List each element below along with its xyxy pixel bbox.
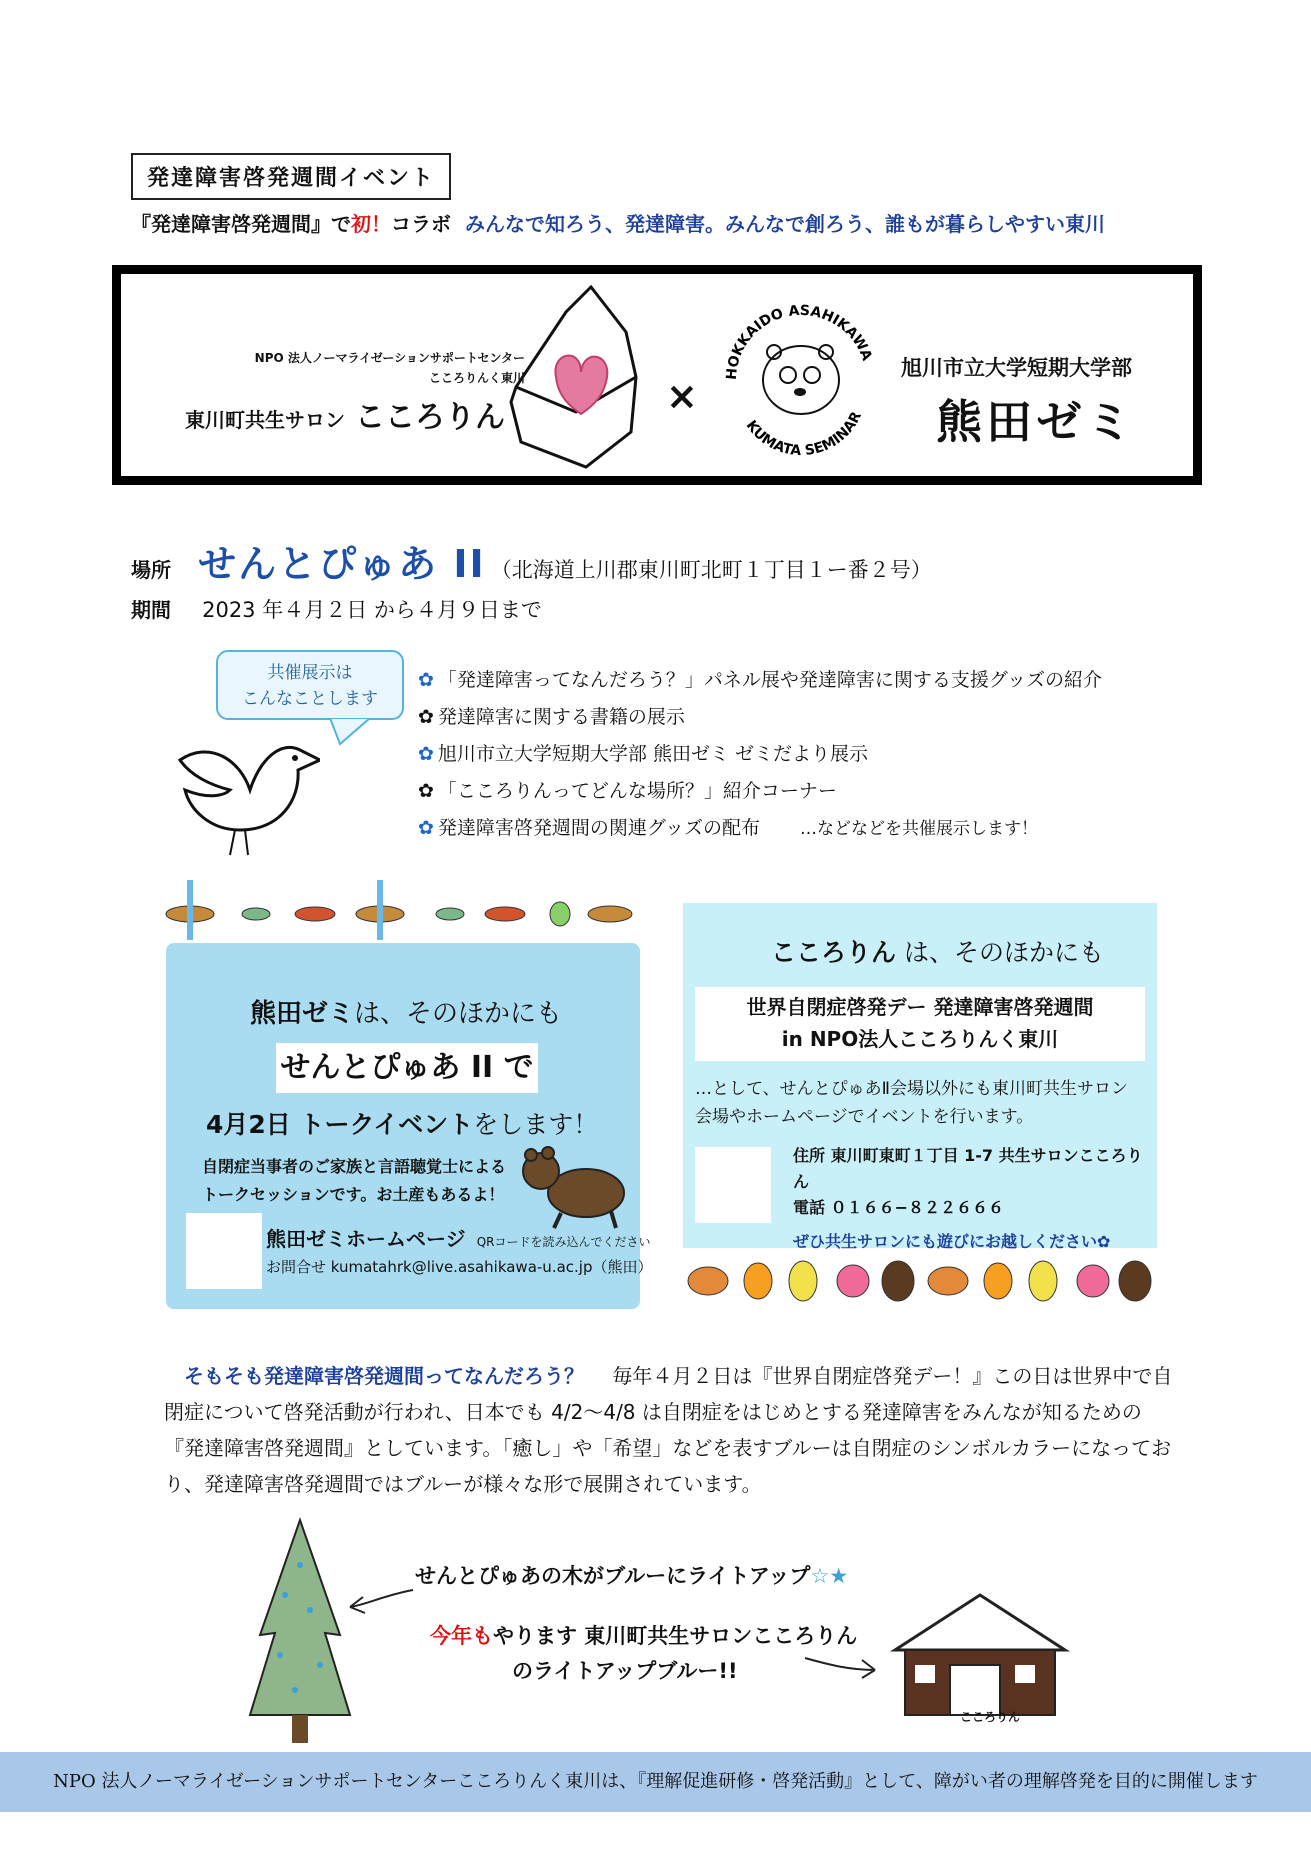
right-event-box: [695, 987, 1145, 1061]
right-contact: [793, 1143, 1157, 1255]
seminar-name: 熊田ゼミ: [936, 395, 1136, 449]
kumata-qr-code[interactable]: [186, 1213, 262, 1289]
list-item: [418, 699, 1102, 736]
list-item: [418, 662, 1102, 699]
event-tag: 発達障害啓発週間イベント: [131, 153, 451, 200]
salon-note-2: のライトアップブルー!!: [512, 1659, 738, 1683]
salon-title: こころりん: [355, 400, 505, 435]
left-desc2: トークセッションです。お土産もあるよ！: [202, 1185, 505, 1204]
left-hp: [266, 1223, 651, 1252]
salon-label: 東川町共生サロン: [185, 408, 345, 432]
bird-icon: [170, 720, 320, 860]
cross-mark: ×: [666, 374, 698, 418]
right-event-line1: 世界自閉症啓発デー 発達障害啓発週間: [746, 995, 1094, 1019]
exhibit-text: 「発達障害ってなんだろう？」パネル展や発達障害に関する支援グッズの紹介: [437, 669, 1102, 691]
right-heading: [771, 933, 1104, 969]
seal-bottom-text: KUMATA SEMINAR: [742, 409, 865, 460]
left-event-bold: 4月2日 トークイベント: [206, 1110, 474, 1139]
collab-suffix: コラボ: [391, 212, 451, 236]
flower-icon: ✿: [418, 743, 434, 765]
place-address: （北海道上川郡東川町北町１丁目１ー番２号）: [490, 558, 932, 582]
left-heading: [250, 993, 562, 1030]
left-heading-rest: は、そのほかにも: [354, 999, 563, 1029]
left-desc: [202, 1153, 506, 1209]
about-paragraph: [164, 1358, 1174, 1502]
arrow-left-icon: [345, 1585, 415, 1615]
flower-icon: ✿: [418, 669, 434, 691]
kokororin-box: [683, 903, 1157, 1251]
exhibit-tail: …などなどを共催展示します！: [799, 819, 1038, 839]
collab-line: [131, 208, 1105, 237]
bubble-line2: こんなことします: [242, 689, 378, 709]
speech-bubble: [216, 650, 404, 720]
period-value: 2023 年４月２日 から４月９日まで: [202, 598, 542, 622]
period-label: 期間: [131, 598, 171, 622]
exhibit-text: 旭川市立大学短期大学部 熊田ゼミ ゼミだより展示: [437, 743, 869, 765]
salon-address: 住所 東川町東町１丁目 1-7 共生サロンこころりん: [793, 1146, 1143, 1191]
arrow-right-icon: [800, 1650, 880, 1680]
exhibit-list: [418, 662, 1102, 848]
place-label: 場所: [131, 558, 171, 582]
exhibit-text: 発達障害に関する書籍の展示: [437, 706, 685, 728]
list-item: [418, 773, 1102, 810]
kokororin-qr-code[interactable]: [695, 1147, 771, 1223]
salon-note-line1: やります 東川町共生サロンこころりん: [493, 1624, 858, 1648]
collab-first: 初！: [351, 212, 391, 236]
university-name: 旭川市立大学短期大学部: [901, 356, 1132, 380]
right-desc: …として、せんとぴゅあⅡ会場以外にも東川町共生サロン会場やホームページでイベントを行います。: [695, 1079, 1129, 1127]
tree-note: [415, 1560, 848, 1590]
about-body: 毎年４月２日は『世界自閉症啓発デー！』この日は世界中で自閉症について啓発活動が行われ、日本でも 4/2～4/8 は自閉症をはじめとする発達障害をみんなが知るための『発達障害啓発週間』としています。「癒し」や「希望」などを表すブルーは自閉症のシンボルカラーになっており、発達障害啓発週間ではブルーが様々な形で展開されています。: [164, 1364, 1173, 1496]
flower-icon: ✿: [418, 706, 434, 728]
flower-icon: ✿: [418, 780, 434, 802]
salon-phone: 電話 ０１６６−８２２６６６: [793, 1198, 1004, 1217]
svg-text:KUMATA SEMINAR: [743, 409, 865, 459]
salon-name: [185, 392, 505, 436]
exhibit-text: 「こころりんってどんな場所？」紹介コーナー: [437, 780, 837, 802]
place-name: せんとぴゅあ II: [198, 542, 486, 586]
right-event-line2: in NPO法人こころりんく東川: [781, 1027, 1059, 1051]
list-item: [418, 810, 1102, 848]
star-icon: ☆★: [810, 1564, 849, 1588]
about-lead: そもそも発達障害啓発週間ってなんだろう？: [184, 1364, 584, 1388]
bubble-line1: 共催展示は: [267, 663, 353, 683]
house-label: こころりん: [960, 1710, 1021, 1724]
exhibit-text: 発達障害啓発週間の関連グッズの配布: [437, 817, 760, 839]
bubble-tail-icon: [330, 718, 370, 746]
footer: NPO 法人ノーマライゼーションサポートセンターこころりんく東川は、『理解促進研修・啓発活動』として、障がい者の理解啓発を目的に開催します: [0, 1752, 1311, 1812]
salon-note: [430, 1620, 857, 1650]
salon-note-red: 今年も: [430, 1624, 493, 1648]
tree-note-text: せんとぴゅあの木がブルーにライトアップ: [415, 1564, 811, 1588]
npo-line1: NPO 法人ノーマライゼーションサポートセンター: [254, 351, 525, 365]
left-heading-bold: 熊田ゼミ: [250, 999, 355, 1029]
hp-link[interactable]: 熊田ゼミホームページ: [266, 1227, 466, 1251]
bird-row-right-icon: [683, 1253, 1157, 1308]
collab-banner: [112, 265, 1202, 485]
left-contact: お問合せ kumatahrk@live.asahikawa-u.ac.jp（熊田）: [266, 1258, 653, 1276]
slogan: みんなで知ろう、発達障害。みんなで創ろう、誰もが暮らしやすい東川: [465, 212, 1105, 236]
kumata-seminar-box: [166, 943, 653, 1309]
bird-row-left-icon: [160, 880, 650, 940]
heart-envelope-icon: [496, 282, 646, 477]
flower-icon: ✿: [418, 817, 434, 839]
left-desc1: 自閉症当事者のご家族と言語聴覚士による: [202, 1157, 507, 1176]
bear-seal-icon: [716, 280, 886, 475]
npo-name: [175, 348, 525, 388]
tree-icon: [240, 1515, 360, 1745]
venue-box: せんとぴゅあ II で: [276, 1043, 538, 1093]
seal-top-text: HOKKAIDO ASAHIKAWA: [723, 302, 875, 381]
list-item: [418, 736, 1102, 773]
salon-invite: ぜひ共生サロンにも遊びにお越しください✿: [793, 1232, 1111, 1251]
bear-icon: [516, 1133, 626, 1233]
left-event-rest: をします！: [473, 1110, 599, 1139]
right-heading-rest: は、そのほかにも: [904, 938, 1105, 967]
collab-text: 『発達障害啓発週間』で: [131, 212, 351, 236]
qr-note: QRコードを読み込んでください: [476, 1235, 651, 1249]
place-row: [131, 533, 932, 588]
period-row: [131, 594, 542, 624]
npo-line2: こころりんく東川: [428, 371, 525, 385]
right-heading-bold: こころりん: [771, 938, 897, 967]
